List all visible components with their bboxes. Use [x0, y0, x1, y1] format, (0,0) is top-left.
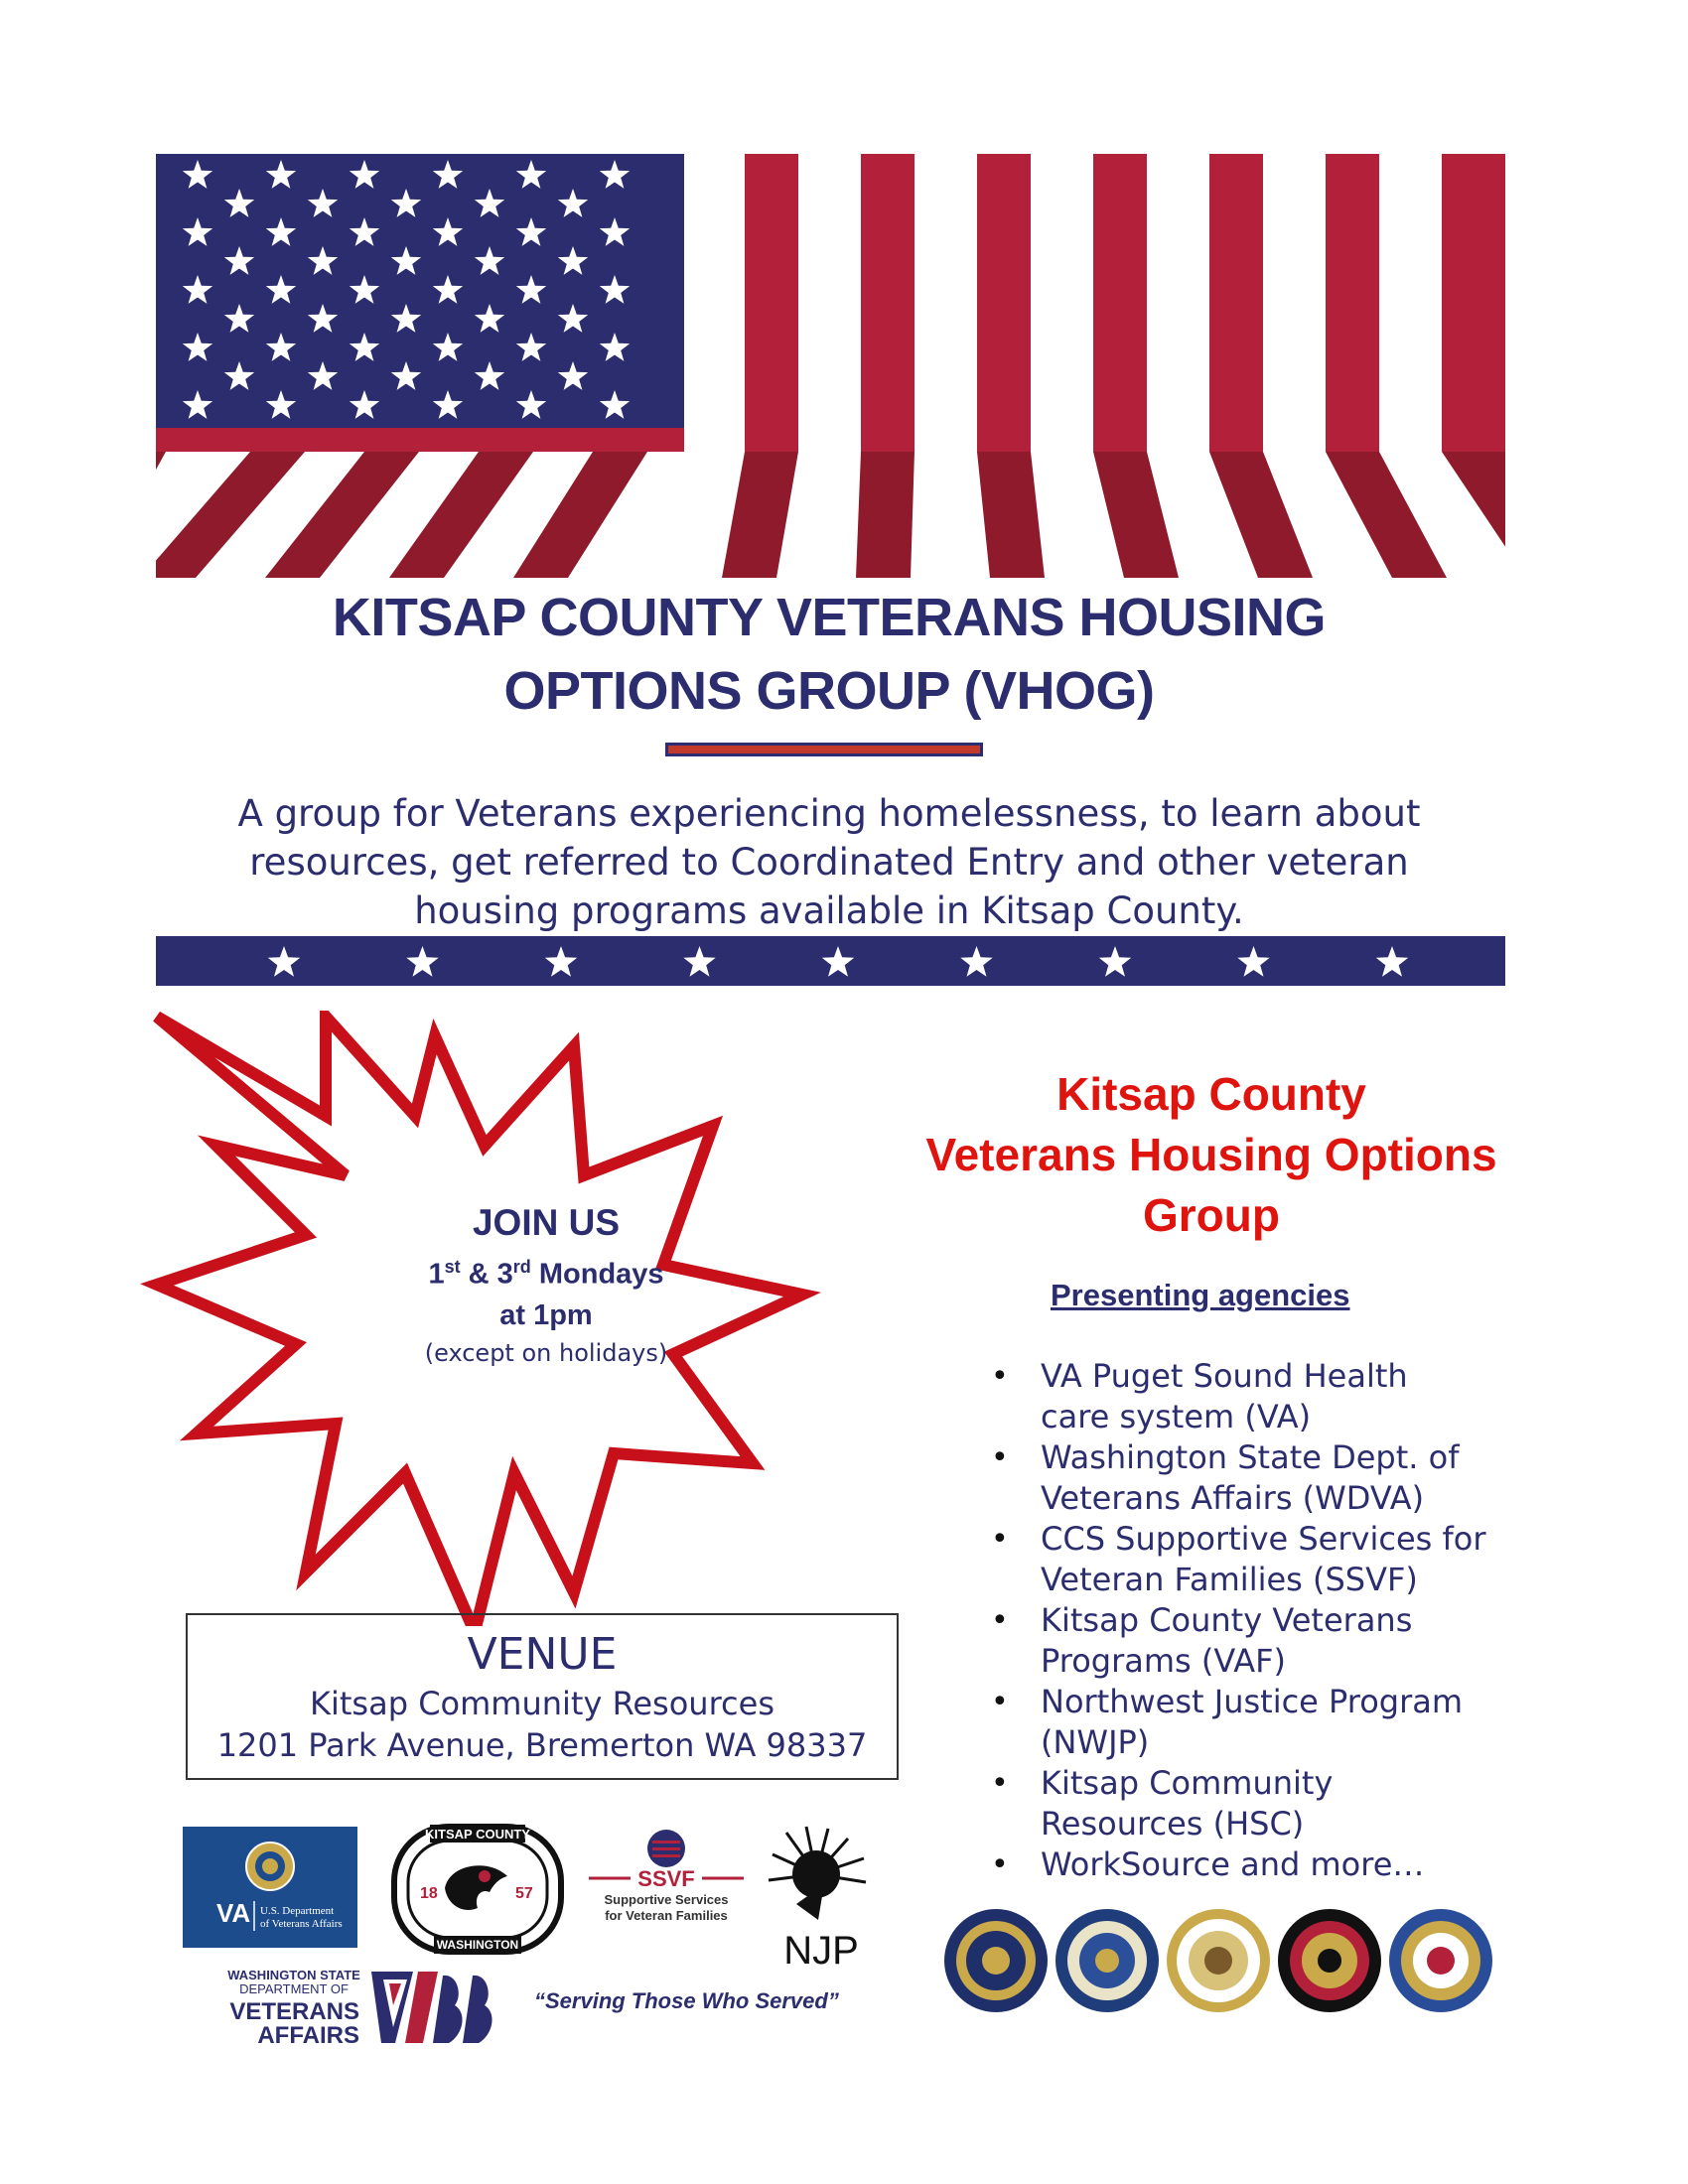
intro-line-2: resources, get referred to Coordinated Entry and other veteran: [249, 841, 1409, 884]
ssvf-logo: [583, 1829, 750, 1928]
org-heading-line-1: Kitsap County: [1056, 1068, 1366, 1120]
venue-name: Kitsap Community Resources: [310, 1685, 774, 1722]
page-title: [199, 581, 1460, 728]
svg-text:Supportive Services: Supportive Services: [604, 1892, 729, 1907]
svg-text:VETERANS: VETERANS: [229, 1998, 359, 2025]
svg-text:of Veterans Affairs: of Veterans Affairs: [260, 1918, 343, 1930]
venue-box: [186, 1613, 899, 1780]
title-divider: [665, 743, 983, 756]
navy-seal-icon: [944, 1909, 1048, 2012]
military-seals: [941, 1906, 1505, 2015]
svg-text:NJP: NJP: [783, 1929, 859, 1973]
presenting-agencies-heading: Presenting agencies: [1051, 1278, 1350, 1312]
svg-text:AFFAIRS: AFFAIRS: [257, 2022, 359, 2045]
list-item: • VA Puget Sound Health care system (VA): [983, 1356, 1539, 1437]
wdva-logo: [195, 1966, 532, 2045]
list-item: • WorkSource and more…: [983, 1844, 1539, 1885]
meeting-days: 1st & 3rd Mondays: [428, 1257, 664, 1291]
agency-list: [983, 1356, 1539, 1885]
list-item: • Washington State Dept. of Veterans Affairs (WDVA): [983, 1437, 1539, 1519]
marine-corps-seal-icon: [1278, 1909, 1381, 2012]
list-item: • Kitsap Community Resources (HSC): [983, 1763, 1539, 1844]
flag-banner: [156, 154, 1505, 578]
svg-text:for Veteran Families: for Veteran Families: [605, 1908, 728, 1923]
join-heading: JOIN US: [472, 1202, 621, 1243]
venue-heading: VENUE: [467, 1629, 618, 1680]
org-heading-line-3: Group: [1143, 1189, 1280, 1241]
air-force-seal-icon: [1055, 1909, 1159, 2012]
title-line-1: KITSAP COUNTY VETERANS HOUSING: [332, 588, 1327, 647]
star-band: [156, 936, 1505, 986]
meeting-time: at 1pm: [499, 1298, 593, 1331]
coast-guard-seal-icon: [1389, 1909, 1492, 2012]
kitsap-county-logo: [390, 1819, 565, 1960]
njp-logo: [767, 1825, 876, 1976]
army-seal-icon: [1167, 1909, 1270, 2012]
svg-text:KITSAP COUNTY: KITSAP COUNTY: [425, 1827, 530, 1842]
list-item: • Northwest Justice Program (NWJP): [983, 1682, 1539, 1763]
list-item: • Kitsap County Veterans Programs (VAF): [983, 1600, 1539, 1682]
venue-address: 1201 Park Avenue, Bremerton WA 98337: [216, 1726, 868, 1764]
org-heading: [874, 1064, 1549, 1246]
title-line-2: OPTIONS GROUP (VHOG): [503, 661, 1155, 721]
meeting-note: (except on holidays): [424, 1338, 668, 1367]
intro-line-3: housing programs available in Kitsap County.: [414, 889, 1244, 932]
intro-paragraph: [179, 789, 1479, 935]
svg-text:18: 18: [420, 1885, 438, 1902]
svg-text:U.S. Department: U.S. Department: [260, 1905, 335, 1917]
svg-text:WASHINGTON STATE: WASHINGTON STATE: [227, 1968, 360, 1982]
intro-line-1: A group for Veterans experiencing homelessness, to learn about: [237, 792, 1421, 835]
svg-text:VA: VA: [216, 1898, 251, 1928]
join-us-callout: [367, 1199, 725, 1370]
org-heading-line-2: Veterans Housing Options: [925, 1129, 1497, 1180]
svg-text:DEPARTMENT OF: DEPARTMENT OF: [239, 1981, 349, 1996]
list-item: • CCS Supportive Services for Veteran Families (SSVF): [983, 1519, 1539, 1600]
va-logo: [183, 1827, 357, 1948]
svg-text:57: 57: [515, 1885, 533, 1902]
svg-text:SSVF: SSVF: [637, 1866, 695, 1891]
slogan: “Serving Those Who Served”: [534, 1988, 839, 2013]
svg-text:WASHINGTON: WASHINGTON: [436, 1938, 519, 1952]
